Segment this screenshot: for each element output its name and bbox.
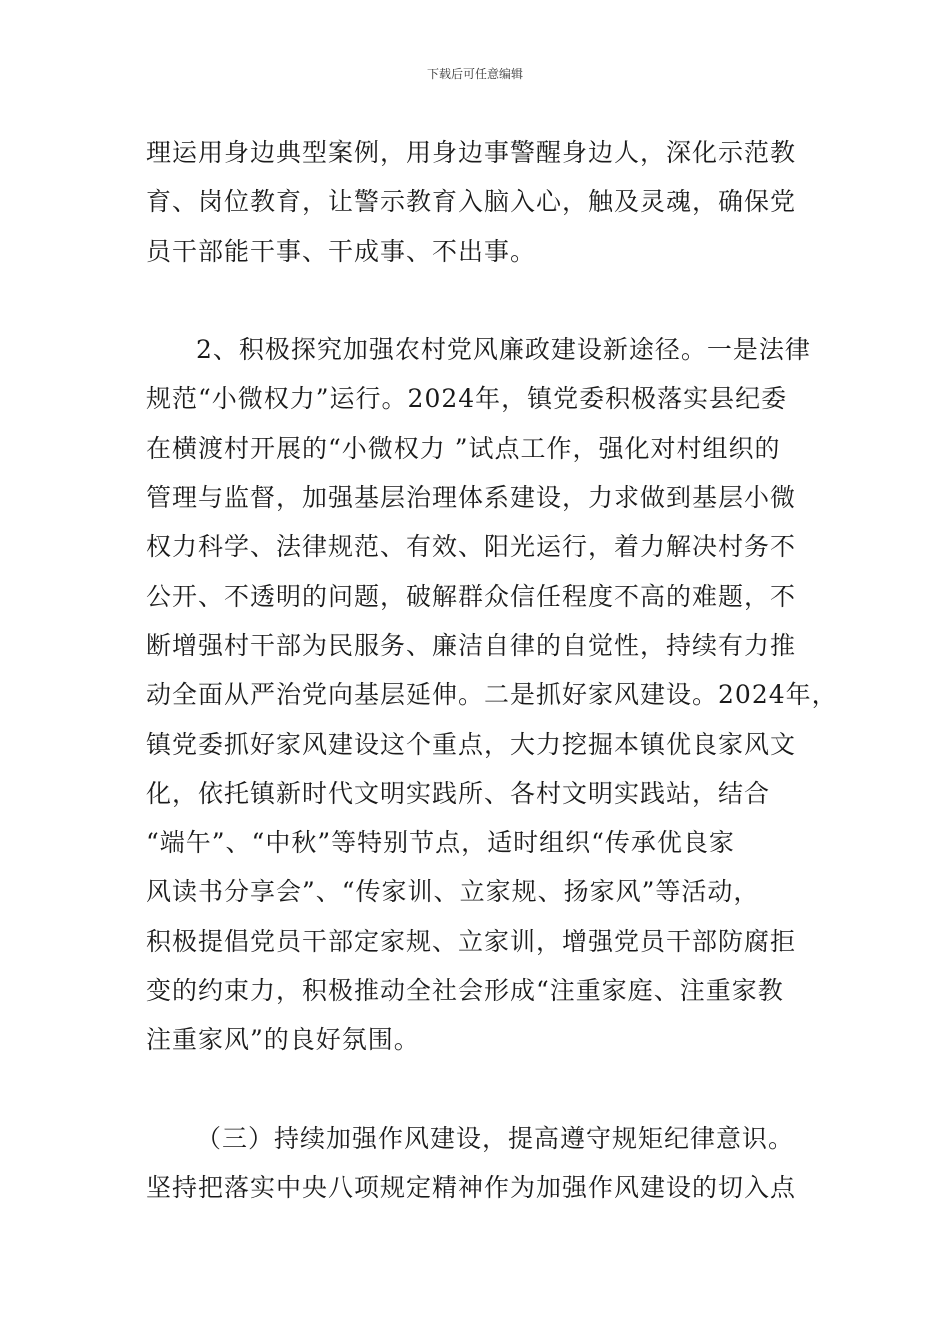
text-line: 在横渡村开展的“小微权力 ”试点工作，强化对村组织的 xyxy=(146,433,781,463)
page-header-note: 下载后可任意编辑 xyxy=(426,67,523,81)
text-line: 积极提倡党员干部定家规、立家训，增强党员干部防腐拒 xyxy=(146,926,797,956)
paragraph-spacer xyxy=(146,1065,822,1114)
text-line: 权力科学、法律规范、有效、阳光运行，着力解决村务不 xyxy=(146,532,797,562)
text-line: 规范“小微权力”运行。2024年，镇党委积极落实县纪委 xyxy=(146,384,788,414)
document-body xyxy=(146,128,838,1213)
paragraph-2 xyxy=(146,325,838,1064)
text-line: 动全面从严治党向基层延伸。二是抓好家风建设。2024年， xyxy=(146,680,838,710)
text-line: 变的约束力，积极推动全社会形成“注重家庭、注重家教 xyxy=(146,976,784,1006)
text-line: 镇党委抓好家风建设这个重点，大力挖掘本镇优良家风文 xyxy=(146,729,797,759)
paragraph-1 xyxy=(146,128,822,276)
paragraph-3 xyxy=(146,1114,822,1213)
text-line: 断增强村干部为民服务、廉洁自律的自觉性，持续有力推 xyxy=(146,630,797,660)
text-line: 管理与监督，加强基层治理体系建设，力求做到基层小微 xyxy=(146,483,797,513)
text-line: “端午”、“中秋”等特别节点，适时组织“传承优良家 xyxy=(146,828,735,858)
text-line: 理运用身边典型案例，用身边事警醒身边人，深化示范教 xyxy=(146,138,797,167)
text-line: 化，依托镇新时代文明实践所、各村文明实践站，结合 xyxy=(146,778,771,808)
text-line: 公开、不透明的问题，破解群众信任程度不高的难题，不 xyxy=(146,581,797,611)
text-line: 育、岗位教育，让警示教育入脑入心，触及灵魂，确保党 xyxy=(146,187,797,217)
text-line: 注重家风”的良好氛围。 xyxy=(146,1025,420,1055)
text-line: （三）持续加强作风建设，提高遵守规矩纪律意识。 xyxy=(196,1123,795,1153)
paragraph-spacer xyxy=(146,276,822,325)
text-line: 坚持把落实中央八项规定精神作为加强作风建设的切入点 xyxy=(146,1173,797,1203)
text-line: 2、积极探究加强农村党风廉政建设新途径。一是法律 xyxy=(196,335,811,365)
text-line: 风读书分享会”、“传家训、立家规、扬家风”等活动， xyxy=(146,877,760,907)
text-line: 员干部能干事、干成事、不出事。 xyxy=(146,236,537,266)
